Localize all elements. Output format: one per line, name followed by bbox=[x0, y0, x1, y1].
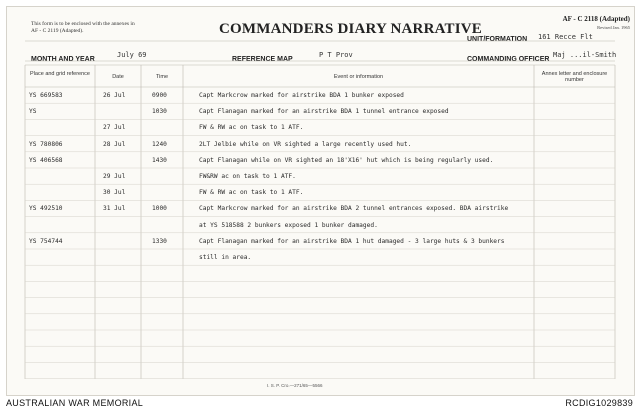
row-event-cell: FW & RW ac on task to 1 ATF. bbox=[199, 189, 304, 197]
officer-label: COMMANDING OFFICER bbox=[467, 56, 550, 63]
row-time-cell: 1430 bbox=[152, 156, 167, 164]
month-value: July 69 bbox=[117, 51, 147, 59]
row-date-cell: 28 Jul bbox=[103, 140, 126, 148]
row-event-cell: 2LT Jelbie while on VR sighted a large recently used hut. bbox=[199, 140, 412, 148]
column-header-place: Place and grid reference bbox=[30, 71, 90, 77]
row-date-cell: 26 Jul bbox=[103, 92, 126, 99]
diary-form bbox=[6, 6, 635, 396]
row-event-cell: Capt Flanagan marked for an airstrike BDA 1 hut damaged - 3 large huts & 3 bunkers bbox=[199, 237, 505, 245]
revised-date: Revised Jan. 1965 bbox=[597, 25, 630, 30]
footer-id: RCDIG1029839 bbox=[565, 398, 633, 408]
column-header-event: Event or information bbox=[333, 74, 384, 80]
row-time-cell: 1000 bbox=[152, 205, 167, 213]
row-place-cell: YS bbox=[29, 108, 37, 116]
row-date-cell: 30 Jul bbox=[103, 189, 126, 197]
row-event-cell: still in area. bbox=[199, 254, 252, 261]
row-time-cell: 0900 bbox=[152, 92, 167, 99]
row-place-cell: YS 754744 bbox=[29, 237, 63, 245]
month-label: MONTH AND YEAR bbox=[31, 56, 95, 63]
row-date-cell: 31 Jul bbox=[103, 205, 126, 213]
row-event-cell: Capt Flanagan marked for an airstrike BDA 1 tunnel entrance exposed bbox=[199, 108, 449, 116]
unit-value: 161 Recce Flt bbox=[538, 33, 593, 41]
row-place-cell: YS 669583 bbox=[29, 92, 63, 99]
table-grid bbox=[7, 7, 634, 395]
print-reference: I. S. P. Cro.—271/65—5566 bbox=[267, 383, 323, 388]
row-time-cell: 1030 bbox=[152, 108, 167, 116]
row-event-cell: Capt Markcrow marked for airstrike BDA 1 bunker exposed bbox=[199, 92, 404, 99]
form-number: AF - C 2118 (Adapted) bbox=[562, 15, 630, 23]
row-event-cell: Capt Flanagan while on VR sighted an 18'X16' hut which is being regularly used. bbox=[199, 156, 494, 164]
row-place-cell: YS 492510 bbox=[29, 205, 63, 213]
map-value: P T Prov bbox=[319, 51, 353, 59]
column-header-date: Date bbox=[112, 74, 124, 80]
map-label: REFERENCE MAP bbox=[232, 56, 293, 63]
form-title: COMMANDERS DIARY NARRATIVE bbox=[219, 21, 483, 37]
row-time-cell: 1330 bbox=[152, 237, 167, 245]
row-event-cell: at YS 518588 2 bunkers exposed 1 bunker damaged. bbox=[199, 221, 378, 229]
officer-value: Maj ...il-Smith bbox=[553, 51, 617, 59]
row-place-cell: YS 780806 bbox=[29, 140, 63, 148]
row-place-cell: YS 406568 bbox=[29, 156, 63, 164]
row-event-cell: FW & RW ac on task to 1 ATF. bbox=[199, 124, 304, 132]
row-time-cell: 1240 bbox=[152, 140, 167, 148]
footer-credit: AUSTRALIAN WAR MEMORIAL bbox=[6, 398, 144, 408]
row-date-cell: 27 Jul bbox=[103, 124, 126, 132]
column-header-time: Time bbox=[155, 74, 169, 80]
enclosure-note: This form is to be enclosed with the annexes in AF - C 2119 (Adapted). bbox=[31, 21, 135, 34]
column-header-annex: Annex letter and enclosure number bbox=[541, 71, 608, 83]
row-date-cell: 29 Jul bbox=[103, 173, 126, 180]
row-event-cell: Capt Markcrow marked for an airstrike BDA 2 tunnel entrances exposed. BDA airstrike bbox=[199, 205, 509, 213]
row-event-cell: FW&RW ac on task to 1 ATF. bbox=[199, 173, 296, 180]
unit-label: UNIT/FORMATION bbox=[467, 36, 528, 43]
